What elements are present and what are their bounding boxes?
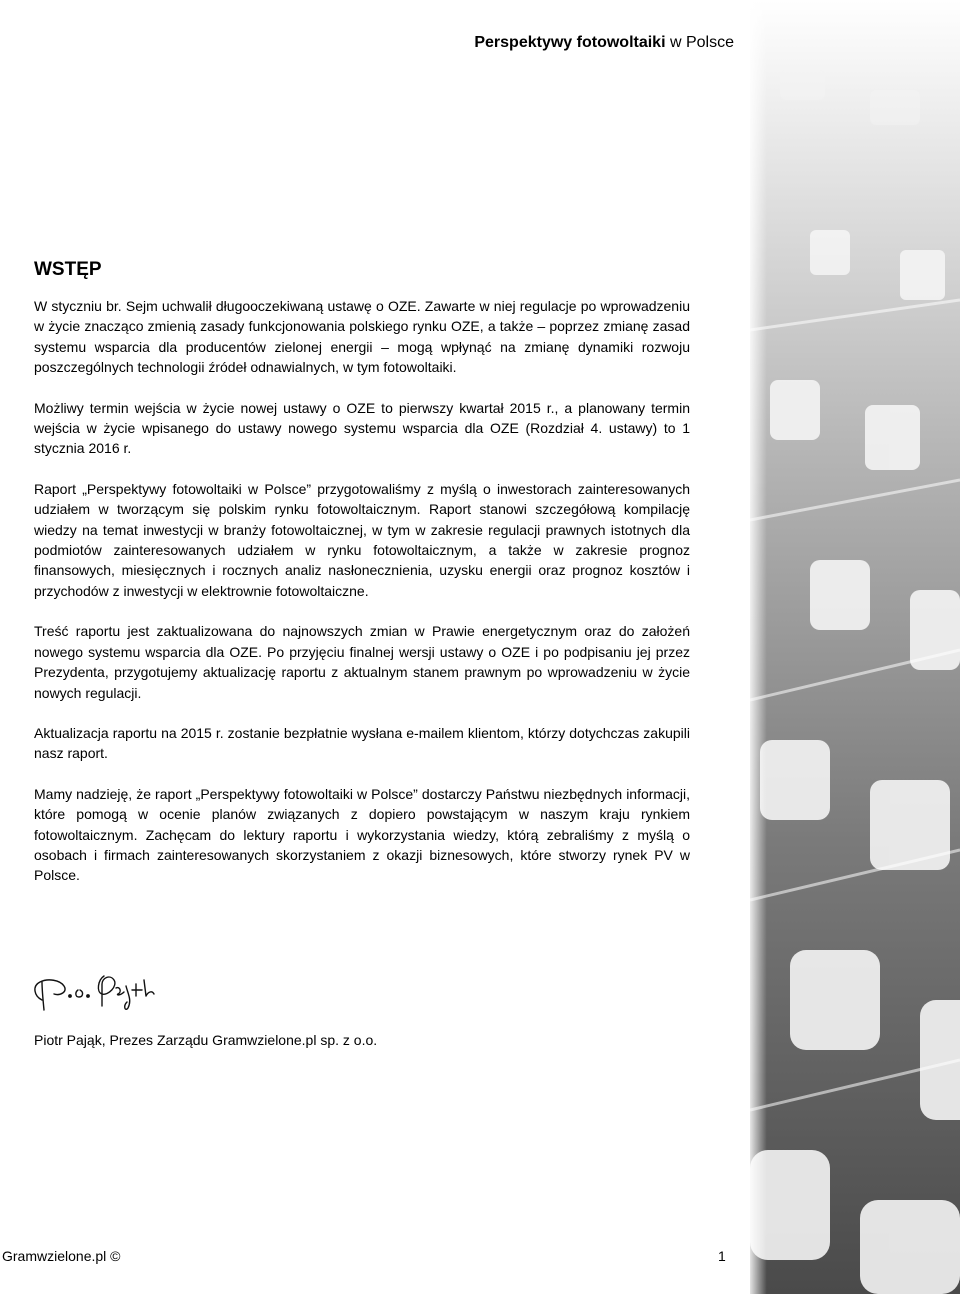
- paragraph: Treść raportu jest zaktualizowana do najnowszych zmian w Prawie energetycznym oraz do założeń nowego systemu wsparcia dla OZE. Po przyjęciu finalnej wersji ustawy o OZE i po podpisaniu jej przez Prezydenta, przygotujemy aktualizację raportu z aktualnym stanem prawnym po wprowadzeniu w życie nowych regulacji.: [34, 623, 690, 701]
- header-title-rest: w Polsce: [665, 34, 734, 51]
- handwritten-signature: [28, 966, 178, 1016]
- paragraph: Raport „Perspektywy fotowoltaiki w Polsce” przygotowaliśmy z myślą o inwestorach zainteresowanych udziałem w tworzącym się polskim rynku fotowoltaicznym. Raport stanowi szczegółową kompilację wiedzy na temat inwestycji w branży fotowoltaicznej, w tym w zakresie regulacji prawnych istotnych dla podmiotów zainteresowanych udziałem w rynku fotowoltaicznym, a także w zakresie prognoz finansowych, miesięcznych i rocznych analiz nasłonecznienia, uzysku energii oraz prognoz kosztów i przychodów z inwestycji w elektrownie fotowoltaiczne.: [34, 480, 690, 599]
- header-title-bold: Perspektywy fotowoltaiki: [474, 34, 666, 51]
- solar-panel-image: [750, 0, 960, 1294]
- paragraph: Możliwy termin wejścia w życie nowej ustawy o OZE to pierwszy kwartał 2015 r., a planowany termin wejścia w życie wpisanego do ustawy nowego systemu wsparcia dla OZE (Rozdział 4. ustawy) to 1 stycznia 2016 r.: [34, 399, 690, 457]
- page-header-title: [474, 34, 734, 52]
- paragraph: Aktualizacja raportu na 2015 r. zostanie bezpłatnie wysłana e-mailem klientom, którzy dotychczas zakupili nasz raport.: [34, 724, 690, 762]
- main-content: [34, 258, 690, 906]
- section-title: WSTĘP: [34, 259, 102, 280]
- paragraph: W styczniu br. Sejm uchwalił długooczekiwaną ustawę o OZE. Zawarte w niej regulacje po wprowadzeniu w życie znacząco zmienią zasady funkcjonowania polskiego rynku OZE, a także – poprzez zmianę zasad systemu wsparcia dla producentów zielonej energii – mogą wpłynąć na zmianę dynamiki rozwoju poszczególnych technologii źródeł odnawialnych, w tym fotowoltaiki.: [34, 298, 690, 376]
- page-footer: [0, 1246, 750, 1270]
- page-number: 1: [718, 1248, 726, 1264]
- paragraph: Mamy nadzieję, że raport „Perspektywy fotowoltaiki w Polsce” dostarczy Państwu niezbędnych informacji, które pomogą w ocenie planów związanych z dopiero powstającym w naszym kraju rynkiem fotowoltaicznym. Zachęcam do lektury raportu i wykorzystania wiedzy, którą zebraliśmy z myślą o osobach i firmach zainteresowanych skorzystaniem z okazji biznesowych, które stworzy rynek PV w Polsce.: [34, 785, 690, 884]
- signoff-line: Piotr Pająk, Prezes Zarządu Gramwzielone.pl sp. z o.o.: [34, 1032, 378, 1048]
- footer-copyright: Gramwzielone.pl ©: [2, 1248, 121, 1264]
